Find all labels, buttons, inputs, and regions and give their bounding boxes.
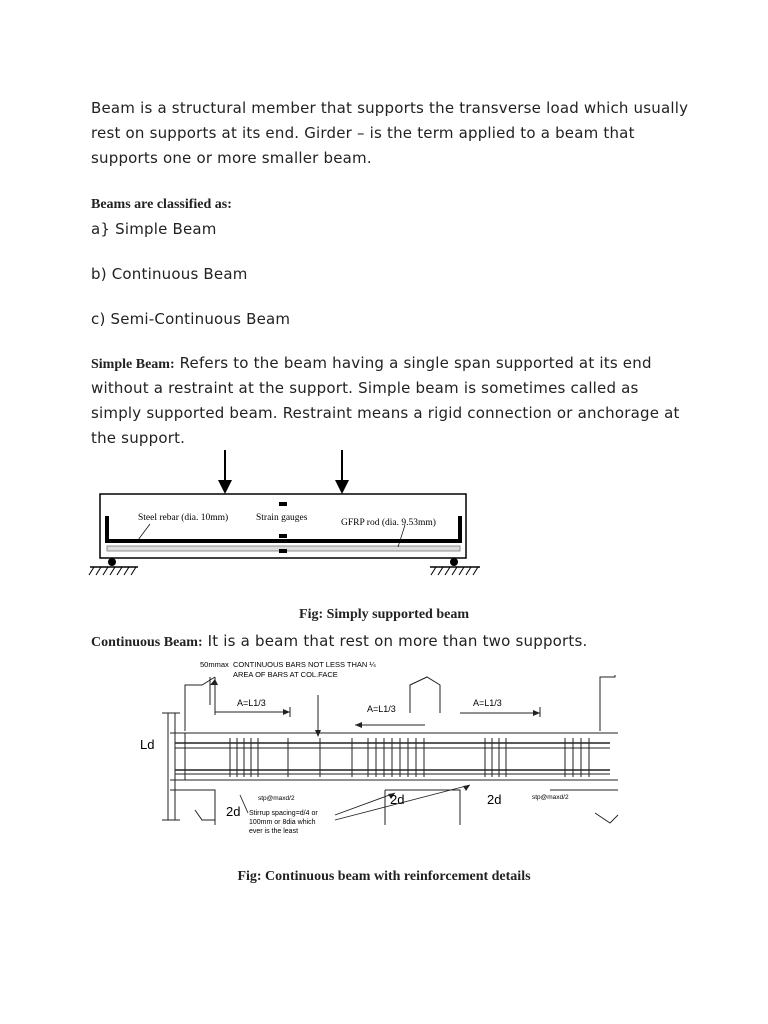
note-line-2: AREA OF BARS AT COL.FACE bbox=[233, 670, 338, 679]
right-support-hatch bbox=[431, 567, 478, 575]
stirrup-note-line-1: Stirrup spacing=d/4 or bbox=[249, 810, 318, 817]
middle-column-top bbox=[410, 677, 440, 713]
continuous-beam-label: Continuous Beam: bbox=[91, 635, 203, 650]
label-a-l1-3-second: A=L1/3 bbox=[367, 704, 396, 714]
figure2-caption: Fig: Continuous beam with reinforcement details bbox=[237, 869, 531, 884]
right-column-top bbox=[600, 675, 615, 731]
label-gfrp-rod: GFRP rod (dia. 9.53mm) bbox=[341, 518, 436, 528]
strain-gauge-mid bbox=[279, 534, 287, 538]
stirrup-note-line-2: 100mm or 8dia which bbox=[249, 819, 316, 826]
label-2d-second: 2d bbox=[390, 792, 405, 807]
label-2d-first: 2d bbox=[226, 804, 241, 819]
classification-item-c: c) Semi-Continuous Beam bbox=[91, 310, 291, 328]
label-stp-second: stp@maxd/2 bbox=[532, 794, 569, 801]
label-2d-third: 2d bbox=[487, 792, 502, 807]
label-steel-rebar: Steel rebar (dia. 10mm) bbox=[138, 513, 229, 523]
load-arrowhead-right bbox=[335, 480, 349, 494]
classification-item-a: a} Simple Beam bbox=[91, 220, 217, 238]
intro-line-3: supports one or more smaller beam. bbox=[91, 149, 372, 167]
note-line-1: CONTINUOUS BARS NOT LESS THAN ¼ bbox=[233, 660, 376, 669]
left-support-hatch bbox=[89, 567, 136, 575]
strain-gauge-bottom bbox=[279, 549, 287, 553]
intro-line-2: rest on supports at its end. Girder – is the term applied to a beam that bbox=[91, 124, 635, 142]
intro-line-1: Beam is a structural member that supports the transverse load which usually bbox=[91, 99, 689, 117]
continuous-beam-text: It is a beam that rest on more than two supports. bbox=[202, 632, 588, 650]
label-a-l1-3-first: A=L1/3 bbox=[237, 698, 266, 708]
strain-gauge-top bbox=[279, 502, 287, 506]
label-ld: Ld bbox=[140, 737, 155, 752]
label-stp-first: stp@maxd/2 bbox=[258, 795, 295, 802]
label-a-l1-3-third: A=L1/3 bbox=[473, 698, 502, 708]
figure1-caption: Fig: Simply supported beam bbox=[299, 607, 469, 622]
continuous-beam-line bbox=[91, 632, 587, 651]
simple-beam-line-1 bbox=[91, 354, 652, 373]
stirrups bbox=[230, 738, 589, 777]
simple-beam-line-2: without a restraint at the support. Simple beam is sometimes called as bbox=[91, 379, 639, 397]
stirrup-note-line-3: ever is the least bbox=[249, 828, 299, 835]
simple-beam-text-1: Refers to the beam having a single span supported at its end bbox=[174, 354, 652, 372]
left-support-roller bbox=[108, 558, 116, 566]
simply-supported-beam-figure bbox=[80, 448, 500, 580]
continuous-beam-figure bbox=[140, 655, 630, 845]
simple-beam-line-3: simply supported beam. Restraint means a rigid connection or anchorage at bbox=[91, 404, 680, 422]
right-support-roller bbox=[450, 558, 458, 566]
label-strain-gauges: Strain gauges bbox=[256, 513, 308, 523]
simple-beam-line-4: the support. bbox=[91, 429, 186, 447]
label-50mm-max: 50mmax bbox=[200, 660, 229, 669]
classification-heading: Beams are classified as: bbox=[91, 197, 232, 212]
simple-beam-label: Simple Beam: bbox=[91, 357, 175, 372]
classification-item-b: b) Continuous Beam bbox=[91, 265, 248, 283]
load-arrowhead-left bbox=[218, 480, 232, 494]
